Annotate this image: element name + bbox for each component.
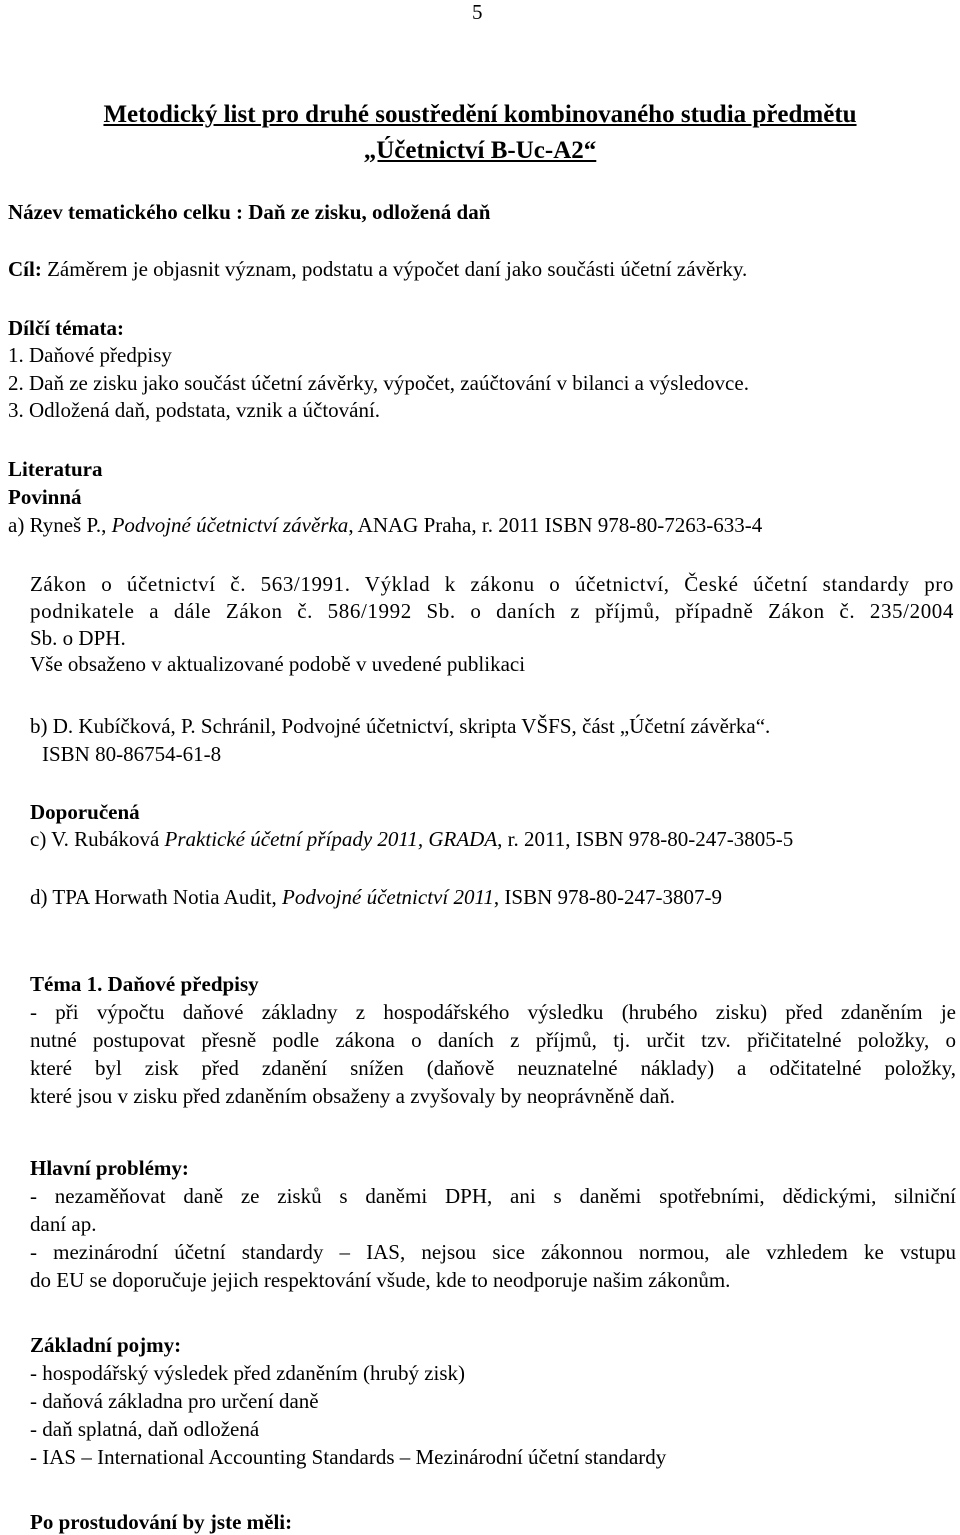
tema-1-heading (30, 971, 956, 997)
lit-a-suffix: , ANAG Praha, r. 2011 ISBN 978-80-7263-633-4 (348, 513, 763, 537)
page-number: 5 (472, 0, 483, 24)
concept-item: - hospodářský výsledek před zdaněním (hrubý zisk) (30, 1361, 466, 1385)
literature-item-b: b) D. Kubíčková, P. Schránil, Podvojné účetnictví, skripta VŠFS, část „Účetní závěrka“. (30, 714, 771, 738)
law-line: podnikatele a dále Zákon č. 586/1992 Sb. o daních z příjmů, případně Zákon č. 235/2004 (30, 599, 954, 623)
subtopic-item: 1. Daňové předpisy (8, 343, 172, 367)
tema-1-label: Téma 1. (30, 972, 103, 996)
problems-heading: Hlavní problémy: (30, 1156, 189, 1180)
concept-item: - daň splatná, daň odložená (30, 1417, 260, 1441)
tema-1-line: které jsou v zisku před zdaněním obsaženy a zvyšovaly by neoprávněně daň. (30, 1084, 675, 1108)
tema-1-title: Daňové předpisy (102, 972, 259, 996)
literature-item-a (8, 512, 956, 538)
lit-a-prefix: a) Ryneš P., (8, 513, 112, 537)
subtopic-item: 3. Odložená daň, podstata, vznik a účtování. (8, 398, 381, 422)
lit-c-title: Praktické účetní případy 2011, GRADA (164, 827, 498, 851)
lit-d-suffix: , ISBN 978-80-247-3807-9 (493, 885, 722, 909)
tema-1-line: které byl zisk před zdanění snížen (daňově neuznatelné náklady) a odčitatelné položky, (30, 1056, 956, 1080)
document-title-line-2: „Účetnictví B-Uc-A2“ (363, 137, 597, 164)
subtopics-heading: Dílčí témata: (8, 316, 125, 340)
law-line: Sb. o DPH. (30, 626, 126, 650)
literature-item-b-isbn: ISBN 80-86754-61-8 (42, 742, 222, 766)
after-study-heading: Po prostudování by jste měli: (30, 1510, 293, 1534)
tema-1-line: - při výpočtu daňové základny z hospodářského výsledku (hrubého zisku) před zdaněním je (30, 1000, 956, 1024)
tema-1-line: nutné postupovat přesně podle zákona o daních z příjmů, tj. určit tzv. přičitatelné položky, o (30, 1028, 956, 1052)
goal-paragraph (8, 256, 956, 282)
problems-line: daní ap. (30, 1212, 97, 1236)
mandatory-heading: Povinná (8, 485, 82, 509)
concept-item: - daňová základna pro určení daně (30, 1389, 319, 1413)
lit-d-prefix: d) TPA Horwath Notia Audit, (30, 885, 283, 909)
lit-d-title: Podvojné účetnictví 2011 (282, 885, 494, 909)
goal-label: Cíl: (8, 257, 42, 281)
recommended-heading: Doporučená (30, 800, 140, 824)
literature-heading: Literatura (8, 457, 103, 481)
topic-name: Název tematického celku : Daň ze zisku, odložená daň (8, 200, 491, 224)
lit-a-title: Podvojné účetnictví závěrka (111, 513, 349, 537)
concept-item: - IAS – International Accounting Standards – Mezinárodní účetní standardy (30, 1445, 667, 1469)
lit-c-prefix: c) V. Rubáková (30, 827, 165, 851)
concepts-heading: Základní pojmy: (30, 1333, 182, 1357)
literature-item-d (30, 884, 956, 910)
problems-line: do EU se doporučuje jejich respektování všude, kde to neodporuje našim zákonům. (30, 1268, 731, 1292)
lit-c-suffix: , r. 2011, ISBN 978-80-247-3805-5 (497, 827, 794, 851)
problems-line: - mezinárodní účetní standardy – IAS, nejsou sice zákonnou normou, ale vzhledem ke vstupu (30, 1240, 956, 1264)
goal-text: Záměrem je objasnit význam, podstatu a výpočet daní jako součásti účetní závěrky. (41, 257, 748, 281)
subtopic-item: 2. Daň ze zisku jako součást účetní závěrky, výpočet, zaúčtování v bilanci a výsledovce. (8, 371, 749, 395)
law-line: Vše obsaženo v aktualizované podobě v uvedené publikaci (30, 652, 526, 676)
document-title-line-1: Metodický list pro druhé soustředění kombinovaného studia předmětu (103, 101, 857, 128)
law-line: Zákon o účetnictví č. 563/1991. Výklad k zákonu o účetnictví, České účetní standardy pro (30, 572, 954, 596)
literature-item-c (30, 826, 956, 852)
problems-line: - nezaměňovat daně ze zisků s daněmi DPH, ani s daněmi spotřebními, dědickými, silniční (30, 1184, 956, 1208)
